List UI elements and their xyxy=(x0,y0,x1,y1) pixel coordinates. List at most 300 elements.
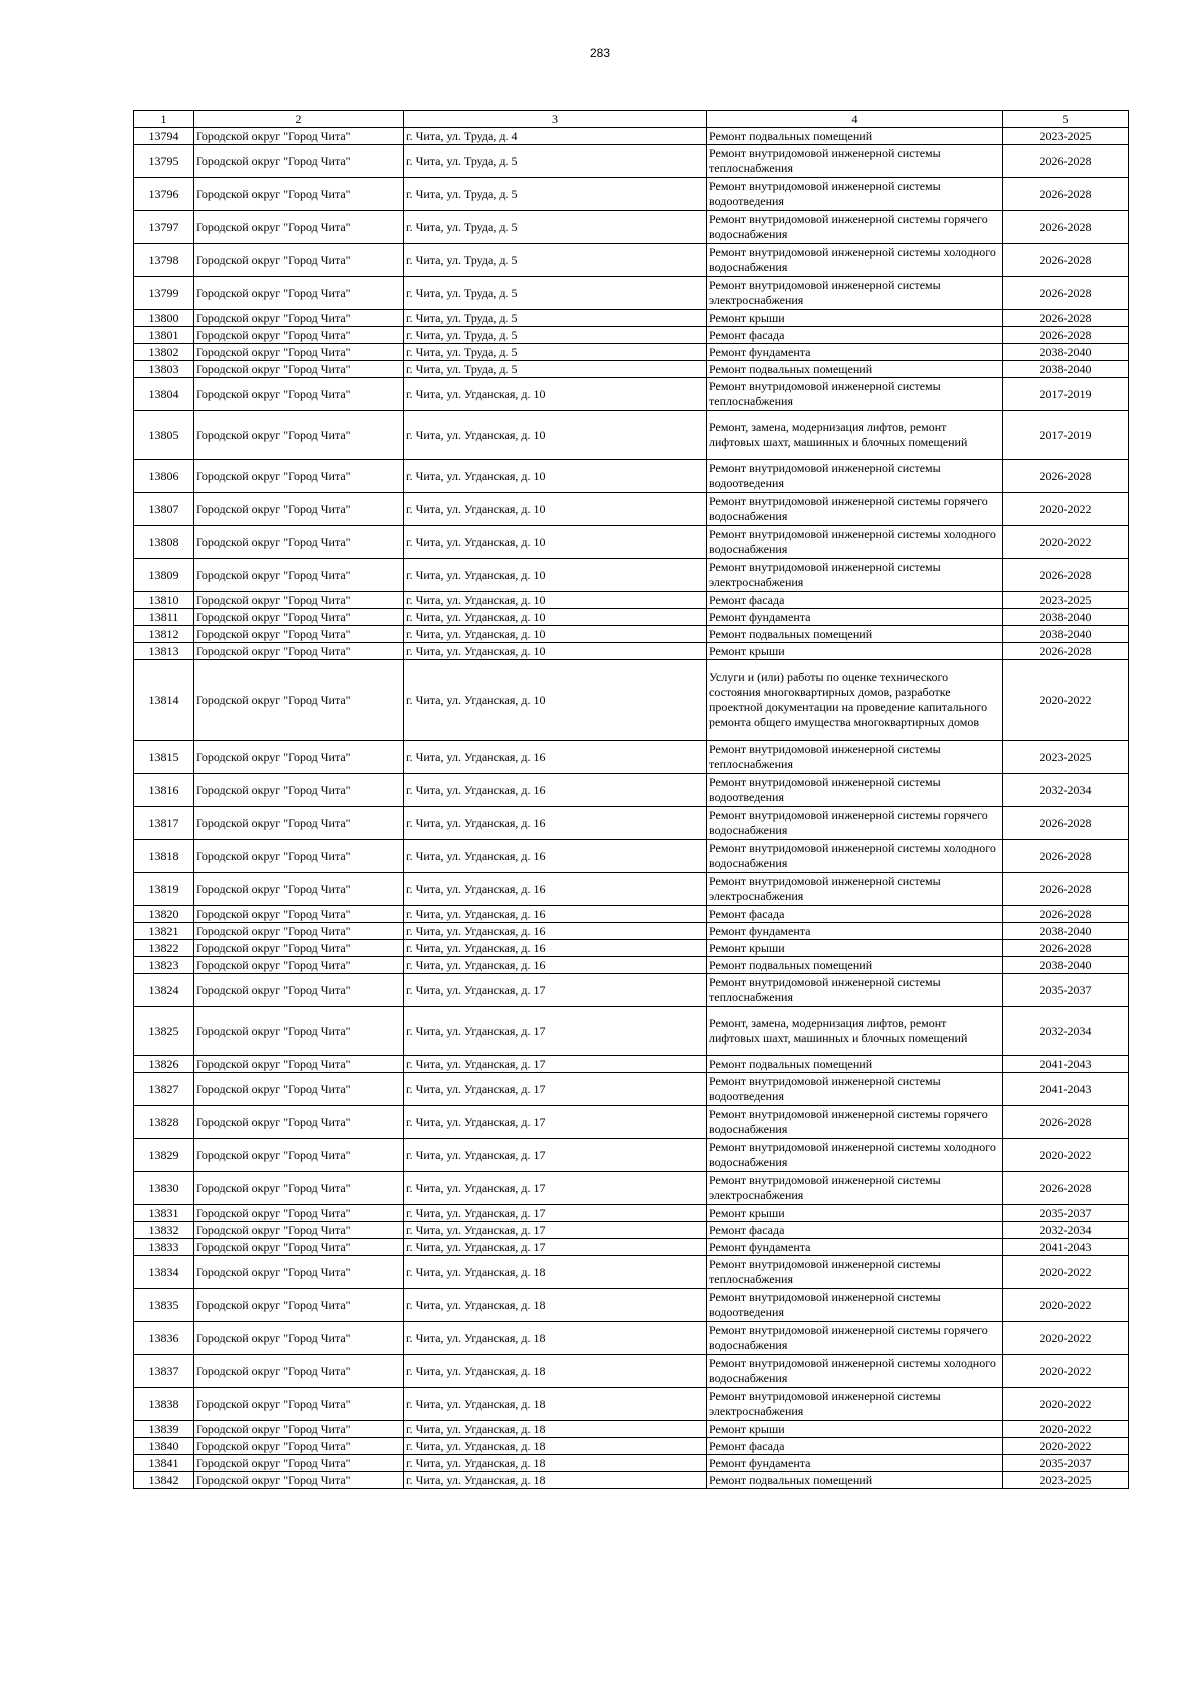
period: 2026-2028 xyxy=(1003,559,1129,592)
period: 2020-2022 xyxy=(1003,1388,1129,1421)
municipality: Городской округ "Город Чита" xyxy=(194,344,404,361)
table-row xyxy=(134,1106,1129,1139)
period: 2020-2022 xyxy=(1003,1322,1129,1355)
period: 2020-2022 xyxy=(1003,1438,1129,1455)
table-row xyxy=(134,626,1129,643)
work-type: Ремонт внутридомовой инженерной системы теплоснабжения xyxy=(707,378,1003,411)
table-body xyxy=(134,128,1129,1489)
table-row xyxy=(134,840,1129,873)
period: 2026-2028 xyxy=(1003,1172,1129,1205)
address: г. Чита, ул. Угданская, д. 10 xyxy=(404,643,707,660)
row-number: 13805 xyxy=(134,411,194,460)
municipality: Городской округ "Город Чита" xyxy=(194,411,404,460)
work-type: Ремонт крыши xyxy=(707,310,1003,327)
municipality: Городской округ "Город Чита" xyxy=(194,906,404,923)
period: 2020-2022 xyxy=(1003,1421,1129,1438)
address: г. Чита, ул. Угданская, д. 16 xyxy=(404,940,707,957)
period: 2032-2034 xyxy=(1003,774,1129,807)
row-number: 13826 xyxy=(134,1056,194,1073)
table-row xyxy=(134,327,1129,344)
municipality: Городской округ "Город Чита" xyxy=(194,1388,404,1421)
row-number: 13833 xyxy=(134,1239,194,1256)
period: 2026-2028 xyxy=(1003,145,1129,178)
period: 2023-2025 xyxy=(1003,592,1129,609)
municipality: Городской округ "Город Чита" xyxy=(194,840,404,873)
address: г. Чита, ул. Угданская, д. 17 xyxy=(404,1222,707,1239)
municipality: Городской округ "Город Чита" xyxy=(194,526,404,559)
table-row xyxy=(134,1172,1129,1205)
work-type: Ремонт крыши xyxy=(707,940,1003,957)
address: г. Чита, ул. Угданская, д. 18 xyxy=(404,1438,707,1455)
work-type: Ремонт фасада xyxy=(707,327,1003,344)
table-row xyxy=(134,873,1129,906)
municipality: Городской округ "Город Чита" xyxy=(194,211,404,244)
work-type: Услуги и (или) работы по оценке технического состояния многоквартирных домов, разработке проектной документации на проведение капитального ремонта общего имущества многоквартирных домов xyxy=(707,660,1003,741)
municipality: Городской округ "Город Чита" xyxy=(194,1455,404,1472)
address: г. Чита, ул. Угданская, д. 17 xyxy=(404,1205,707,1222)
work-type: Ремонт внутридомовой инженерной системы горячего водоснабжения xyxy=(707,211,1003,244)
period: 2038-2040 xyxy=(1003,344,1129,361)
period: 2026-2028 xyxy=(1003,244,1129,277)
municipality: Городской округ "Город Чита" xyxy=(194,940,404,957)
table-row xyxy=(134,923,1129,940)
row-number: 13801 xyxy=(134,327,194,344)
table-row xyxy=(134,660,1129,741)
period: 2032-2034 xyxy=(1003,1007,1129,1056)
work-type: Ремонт фундамента xyxy=(707,1455,1003,1472)
table-row xyxy=(134,1455,1129,1472)
work-type: Ремонт внутридомовой инженерной системы холодного водоснабжения xyxy=(707,840,1003,873)
work-type: Ремонт подвальных помещений xyxy=(707,128,1003,145)
table-row xyxy=(134,310,1129,327)
table-row xyxy=(134,974,1129,1007)
address: г. Чита, ул. Угданская, д. 18 xyxy=(404,1421,707,1438)
work-type: Ремонт внутридомовой инженерной системы теплоснабжения xyxy=(707,741,1003,774)
municipality: Городской округ "Город Чита" xyxy=(194,873,404,906)
address: г. Чита, ул. Угданская, д. 16 xyxy=(404,774,707,807)
table-row xyxy=(134,1322,1129,1355)
address: г. Чита, ул. Угданская, д. 16 xyxy=(404,906,707,923)
address: г. Чита, ул. Угданская, д. 17 xyxy=(404,1056,707,1073)
period: 2020-2022 xyxy=(1003,526,1129,559)
table-row xyxy=(134,592,1129,609)
work-type: Ремонт внутридомовой инженерной системы горячего водоснабжения xyxy=(707,807,1003,840)
table-row xyxy=(134,1472,1129,1489)
column-header-2: 2 xyxy=(194,111,404,128)
row-number: 13822 xyxy=(134,940,194,957)
address: г. Чита, ул. Труда, д. 5 xyxy=(404,310,707,327)
period: 2017-2019 xyxy=(1003,411,1129,460)
period: 2026-2028 xyxy=(1003,460,1129,493)
municipality: Городской округ "Город Чита" xyxy=(194,1222,404,1239)
column-header-4: 4 xyxy=(707,111,1003,128)
address: г. Чита, ул. Труда, д. 5 xyxy=(404,277,707,310)
municipality: Городской округ "Город Чита" xyxy=(194,1289,404,1322)
address: г. Чита, ул. Угданская, д. 16 xyxy=(404,840,707,873)
municipality: Городской округ "Город Чита" xyxy=(194,643,404,660)
address: г. Чита, ул. Труда, д. 5 xyxy=(404,361,707,378)
address: г. Чита, ул. Угданская, д. 10 xyxy=(404,378,707,411)
header-row xyxy=(134,111,1129,128)
address: г. Чита, ул. Угданская, д. 17 xyxy=(404,1106,707,1139)
address: г. Чита, ул. Угданская, д. 17 xyxy=(404,1073,707,1106)
period: 2023-2025 xyxy=(1003,741,1129,774)
municipality: Городской округ "Город Чита" xyxy=(194,244,404,277)
address: г. Чита, ул. Труда, д. 5 xyxy=(404,178,707,211)
table-row xyxy=(134,741,1129,774)
municipality: Городской округ "Город Чита" xyxy=(194,310,404,327)
period: 2026-2028 xyxy=(1003,178,1129,211)
period: 2041-2043 xyxy=(1003,1073,1129,1106)
municipality: Городской округ "Город Чита" xyxy=(194,327,404,344)
address: г. Чита, ул. Угданская, д. 10 xyxy=(404,559,707,592)
row-number: 13821 xyxy=(134,923,194,940)
municipality: Городской округ "Город Чита" xyxy=(194,957,404,974)
address: г. Чита, ул. Угданская, д. 16 xyxy=(404,923,707,940)
row-number: 13798 xyxy=(134,244,194,277)
work-type: Ремонт крыши xyxy=(707,1205,1003,1222)
municipality: Городской округ "Город Чита" xyxy=(194,1438,404,1455)
page-number: 283 xyxy=(589,46,611,60)
period: 2026-2028 xyxy=(1003,940,1129,957)
municipality: Городской округ "Город Чита" xyxy=(194,1472,404,1489)
address: г. Чита, ул. Угданская, д. 16 xyxy=(404,807,707,840)
address: г. Чита, ул. Угданская, д. 17 xyxy=(404,1139,707,1172)
municipality: Городской округ "Город Чита" xyxy=(194,626,404,643)
row-number: 13796 xyxy=(134,178,194,211)
row-number: 13830 xyxy=(134,1172,194,1205)
row-number: 13827 xyxy=(134,1073,194,1106)
address: г. Чита, ул. Угданская, д. 10 xyxy=(404,460,707,493)
table-row xyxy=(134,244,1129,277)
work-type: Ремонт внутридомовой инженерной системы водоотведения xyxy=(707,1289,1003,1322)
municipality: Городской округ "Город Чита" xyxy=(194,493,404,526)
period: 2026-2028 xyxy=(1003,310,1129,327)
table-row xyxy=(134,1289,1129,1322)
municipality: Городской округ "Город Чита" xyxy=(194,807,404,840)
table-row xyxy=(134,1205,1129,1222)
column-header-1: 1 xyxy=(134,111,194,128)
work-type: Ремонт подвальных помещений xyxy=(707,1056,1003,1073)
address: г. Чита, ул. Угданская, д. 17 xyxy=(404,1007,707,1056)
work-type: Ремонт внутридомовой инженерной системы электроснабжения xyxy=(707,559,1003,592)
period: 2026-2028 xyxy=(1003,211,1129,244)
address: г. Чита, ул. Труда, д. 5 xyxy=(404,211,707,244)
row-number: 13818 xyxy=(134,840,194,873)
table-row xyxy=(134,411,1129,460)
period: 2041-2043 xyxy=(1003,1056,1129,1073)
period: 2035-2037 xyxy=(1003,1455,1129,1472)
table-row xyxy=(134,807,1129,840)
address: г. Чита, ул. Угданская, д. 18 xyxy=(404,1355,707,1388)
work-type: Ремонт фундамента xyxy=(707,609,1003,626)
municipality: Городской округ "Город Чита" xyxy=(194,1106,404,1139)
address: г. Чита, ул. Угданская, д. 10 xyxy=(404,660,707,741)
table-row xyxy=(134,643,1129,660)
address: г. Чита, ул. Угданская, д. 18 xyxy=(404,1289,707,1322)
row-number: 13800 xyxy=(134,310,194,327)
row-number: 13794 xyxy=(134,128,194,145)
table-row xyxy=(134,344,1129,361)
table-row xyxy=(134,145,1129,178)
row-number: 13807 xyxy=(134,493,194,526)
table-row xyxy=(134,1222,1129,1239)
work-type: Ремонт внутридомовой инженерной системы водоотведения xyxy=(707,178,1003,211)
address: г. Чита, ул. Угданская, д. 10 xyxy=(404,411,707,460)
work-type: Ремонт внутридомовой инженерной системы водоотведения xyxy=(707,774,1003,807)
work-type: Ремонт внутридомовой инженерной системы холодного водоснабжения xyxy=(707,1139,1003,1172)
period: 2026-2028 xyxy=(1003,277,1129,310)
municipality: Городской округ "Город Чита" xyxy=(194,178,404,211)
municipality: Городской округ "Город Чита" xyxy=(194,460,404,493)
municipality: Городской округ "Город Чита" xyxy=(194,145,404,178)
row-number: 13837 xyxy=(134,1355,194,1388)
table-row xyxy=(134,1139,1129,1172)
table-header xyxy=(134,111,1129,128)
period: 2023-2025 xyxy=(1003,128,1129,145)
work-type: Ремонт внутридомовой инженерной системы холодного водоснабжения xyxy=(707,244,1003,277)
address: г. Чита, ул. Труда, д. 4 xyxy=(404,128,707,145)
row-number: 13817 xyxy=(134,807,194,840)
table-row xyxy=(134,211,1129,244)
table-row xyxy=(134,1056,1129,1073)
table-row xyxy=(134,1355,1129,1388)
period: 2020-2022 xyxy=(1003,1355,1129,1388)
row-number: 13835 xyxy=(134,1289,194,1322)
table-row xyxy=(134,493,1129,526)
period: 2026-2028 xyxy=(1003,327,1129,344)
work-type: Ремонт внутридомовой инженерной системы электроснабжения xyxy=(707,1388,1003,1421)
work-type: Ремонт фасада xyxy=(707,906,1003,923)
address: г. Чита, ул. Угданская, д. 10 xyxy=(404,592,707,609)
row-number: 13825 xyxy=(134,1007,194,1056)
table-row xyxy=(134,460,1129,493)
work-type: Ремонт внутридомовой инженерной системы теплоснабжения xyxy=(707,1256,1003,1289)
table-row xyxy=(134,361,1129,378)
row-number: 13832 xyxy=(134,1222,194,1239)
row-number: 13810 xyxy=(134,592,194,609)
address: г. Чита, ул. Угданская, д. 10 xyxy=(404,609,707,626)
table-row xyxy=(134,559,1129,592)
period: 2026-2028 xyxy=(1003,873,1129,906)
address: г. Чита, ул. Угданская, д. 18 xyxy=(404,1388,707,1421)
row-number: 13795 xyxy=(134,145,194,178)
row-number: 13812 xyxy=(134,626,194,643)
row-number: 13802 xyxy=(134,344,194,361)
row-number: 13829 xyxy=(134,1139,194,1172)
work-type: Ремонт подвальных помещений xyxy=(707,1472,1003,1489)
period: 2026-2028 xyxy=(1003,840,1129,873)
work-type: Ремонт внутридомовой инженерной системы водоотведения xyxy=(707,1073,1003,1106)
address: г. Чита, ул. Труда, д. 5 xyxy=(404,244,707,277)
row-number: 13804 xyxy=(134,378,194,411)
work-type: Ремонт внутридомовой инженерной системы электроснабжения xyxy=(707,873,1003,906)
period: 2020-2022 xyxy=(1003,1289,1129,1322)
row-number: 13839 xyxy=(134,1421,194,1438)
address: г. Чита, ул. Угданская, д. 10 xyxy=(404,526,707,559)
address: г. Чита, ул. Угданская, д. 10 xyxy=(404,493,707,526)
work-type: Ремонт крыши xyxy=(707,643,1003,660)
work-type: Ремонт внутридомовой инженерной системы горячего водоснабжения xyxy=(707,1322,1003,1355)
municipality: Городской округ "Город Чита" xyxy=(194,378,404,411)
work-type: Ремонт внутридомовой инженерной системы электроснабжения xyxy=(707,1172,1003,1205)
work-type: Ремонт фундамента xyxy=(707,1239,1003,1256)
work-type: Ремонт подвальных помещений xyxy=(707,626,1003,643)
table-row xyxy=(134,526,1129,559)
table-row xyxy=(134,1438,1129,1455)
period: 2038-2040 xyxy=(1003,361,1129,378)
period: 2020-2022 xyxy=(1003,660,1129,741)
work-type: Ремонт внутридомовой инженерной системы горячего водоснабжения xyxy=(707,1106,1003,1139)
period: 2038-2040 xyxy=(1003,957,1129,974)
period: 2026-2028 xyxy=(1003,906,1129,923)
address: г. Чита, ул. Угданская, д. 16 xyxy=(404,873,707,906)
row-number: 13836 xyxy=(134,1322,194,1355)
municipality: Городской округ "Город Чита" xyxy=(194,1007,404,1056)
work-type: Ремонт внутридомовой инженерной системы горячего водоснабжения xyxy=(707,493,1003,526)
address: г. Чита, ул. Угданская, д. 18 xyxy=(404,1322,707,1355)
column-header-5: 5 xyxy=(1003,111,1129,128)
row-number: 13840 xyxy=(134,1438,194,1455)
period: 2032-2034 xyxy=(1003,1222,1129,1239)
period: 2020-2022 xyxy=(1003,1139,1129,1172)
table-row xyxy=(134,178,1129,211)
table-row xyxy=(134,940,1129,957)
work-type: Ремонт внутридомовой инженерной системы холодного водоснабжения xyxy=(707,526,1003,559)
municipality: Городской округ "Город Чита" xyxy=(194,1073,404,1106)
row-number: 13820 xyxy=(134,906,194,923)
row-number: 13841 xyxy=(134,1455,194,1472)
row-number: 13834 xyxy=(134,1256,194,1289)
period: 2023-2025 xyxy=(1003,1472,1129,1489)
row-number: 13811 xyxy=(134,609,194,626)
work-type: Ремонт подвальных помещений xyxy=(707,361,1003,378)
period: 2026-2028 xyxy=(1003,643,1129,660)
table-row xyxy=(134,1421,1129,1438)
address: г. Чита, ул. Угданская, д. 17 xyxy=(404,1172,707,1205)
table-row xyxy=(134,1239,1129,1256)
work-type: Ремонт фундамента xyxy=(707,923,1003,940)
work-type: Ремонт фасада xyxy=(707,1222,1003,1239)
address: г. Чита, ул. Труда, д. 5 xyxy=(404,344,707,361)
work-type: Ремонт внутридомовой инженерной системы холодного водоснабжения xyxy=(707,1355,1003,1388)
row-number: 13828 xyxy=(134,1106,194,1139)
address: г. Чита, ул. Угданская, д. 18 xyxy=(404,1472,707,1489)
municipality: Городской округ "Город Чита" xyxy=(194,1239,404,1256)
municipality: Городской округ "Город Чита" xyxy=(194,609,404,626)
work-type: Ремонт, замена, модернизация лифтов, ремонт лифтовых шахт, машинных и блочных помещений xyxy=(707,411,1003,460)
work-type: Ремонт крыши xyxy=(707,1421,1003,1438)
municipality: Городской округ "Город Чита" xyxy=(194,128,404,145)
row-number: 13815 xyxy=(134,741,194,774)
municipality: Городской округ "Город Чита" xyxy=(194,592,404,609)
address: г. Чита, ул. Угданская, д. 18 xyxy=(404,1455,707,1472)
address: г. Чита, ул. Угданская, д. 16 xyxy=(404,957,707,974)
municipality: Городской округ "Город Чита" xyxy=(194,660,404,741)
table-row xyxy=(134,1388,1129,1421)
municipality: Городской округ "Город Чита" xyxy=(194,1355,404,1388)
table-row xyxy=(134,774,1129,807)
period: 2020-2022 xyxy=(1003,493,1129,526)
row-number: 13838 xyxy=(134,1388,194,1421)
period: 2020-2022 xyxy=(1003,1256,1129,1289)
municipality: Городской округ "Город Чита" xyxy=(194,1421,404,1438)
row-number: 13842 xyxy=(134,1472,194,1489)
period: 2017-2019 xyxy=(1003,378,1129,411)
period: 2038-2040 xyxy=(1003,609,1129,626)
period: 2038-2040 xyxy=(1003,626,1129,643)
work-type: Ремонт фундамента xyxy=(707,344,1003,361)
municipality: Городской округ "Город Чита" xyxy=(194,774,404,807)
work-type: Ремонт фасада xyxy=(707,592,1003,609)
work-type: Ремонт внутридомовой инженерной системы водоотведения xyxy=(707,460,1003,493)
period: 2026-2028 xyxy=(1003,1106,1129,1139)
table-row xyxy=(134,128,1129,145)
address: г. Чита, ул. Угданская, д. 17 xyxy=(404,974,707,1007)
repair-schedule-table xyxy=(133,110,1129,1489)
municipality: Городской округ "Город Чита" xyxy=(194,1322,404,1355)
row-number: 13823 xyxy=(134,957,194,974)
address: г. Чита, ул. Труда, д. 5 xyxy=(404,327,707,344)
column-header-3: 3 xyxy=(404,111,707,128)
row-number: 13799 xyxy=(134,277,194,310)
row-number: 13831 xyxy=(134,1205,194,1222)
row-number: 13809 xyxy=(134,559,194,592)
period: 2026-2028 xyxy=(1003,807,1129,840)
municipality: Городской округ "Город Чита" xyxy=(194,741,404,774)
table-row xyxy=(134,957,1129,974)
municipality: Городской округ "Город Чита" xyxy=(194,361,404,378)
municipality: Городской округ "Город Чита" xyxy=(194,974,404,1007)
municipality: Городской округ "Город Чита" xyxy=(194,277,404,310)
municipality: Городской округ "Город Чита" xyxy=(194,1205,404,1222)
municipality: Городской округ "Город Чита" xyxy=(194,923,404,940)
table-row xyxy=(134,1007,1129,1056)
work-type: Ремонт внутридомовой инженерной системы электроснабжения xyxy=(707,277,1003,310)
address: г. Чита, ул. Труда, д. 5 xyxy=(404,145,707,178)
address: г. Чита, ул. Угданская, д. 10 xyxy=(404,626,707,643)
row-number: 13813 xyxy=(134,643,194,660)
table-row xyxy=(134,1256,1129,1289)
work-type: Ремонт фасада xyxy=(707,1438,1003,1455)
table-row xyxy=(134,609,1129,626)
work-type: Ремонт подвальных помещений xyxy=(707,957,1003,974)
work-type: Ремонт внутридомовой инженерной системы теплоснабжения xyxy=(707,974,1003,1007)
period: 2035-2037 xyxy=(1003,1205,1129,1222)
period: 2038-2040 xyxy=(1003,923,1129,940)
table-row xyxy=(134,1073,1129,1106)
work-type: Ремонт внутридомовой инженерной системы теплоснабжения xyxy=(707,145,1003,178)
address: г. Чита, ул. Угданская, д. 16 xyxy=(404,741,707,774)
municipality: Городской округ "Город Чита" xyxy=(194,1139,404,1172)
row-number: 13806 xyxy=(134,460,194,493)
period: 2041-2043 xyxy=(1003,1239,1129,1256)
row-number: 13797 xyxy=(134,211,194,244)
row-number: 13814 xyxy=(134,660,194,741)
work-type: Ремонт, замена, модернизация лифтов, ремонт лифтовых шахт, машинных и блочных помещений xyxy=(707,1007,1003,1056)
table-row xyxy=(134,378,1129,411)
address: г. Чита, ул. Угданская, д. 18 xyxy=(404,1256,707,1289)
address: г. Чита, ул. Угданская, д. 17 xyxy=(404,1239,707,1256)
table-row xyxy=(134,906,1129,923)
table-row xyxy=(134,277,1129,310)
municipality: Городской округ "Город Чита" xyxy=(194,559,404,592)
row-number: 13819 xyxy=(134,873,194,906)
municipality: Городской округ "Город Чита" xyxy=(194,1056,404,1073)
row-number: 13824 xyxy=(134,974,194,1007)
row-number: 13816 xyxy=(134,774,194,807)
municipality: Городской округ "Город Чита" xyxy=(194,1256,404,1289)
